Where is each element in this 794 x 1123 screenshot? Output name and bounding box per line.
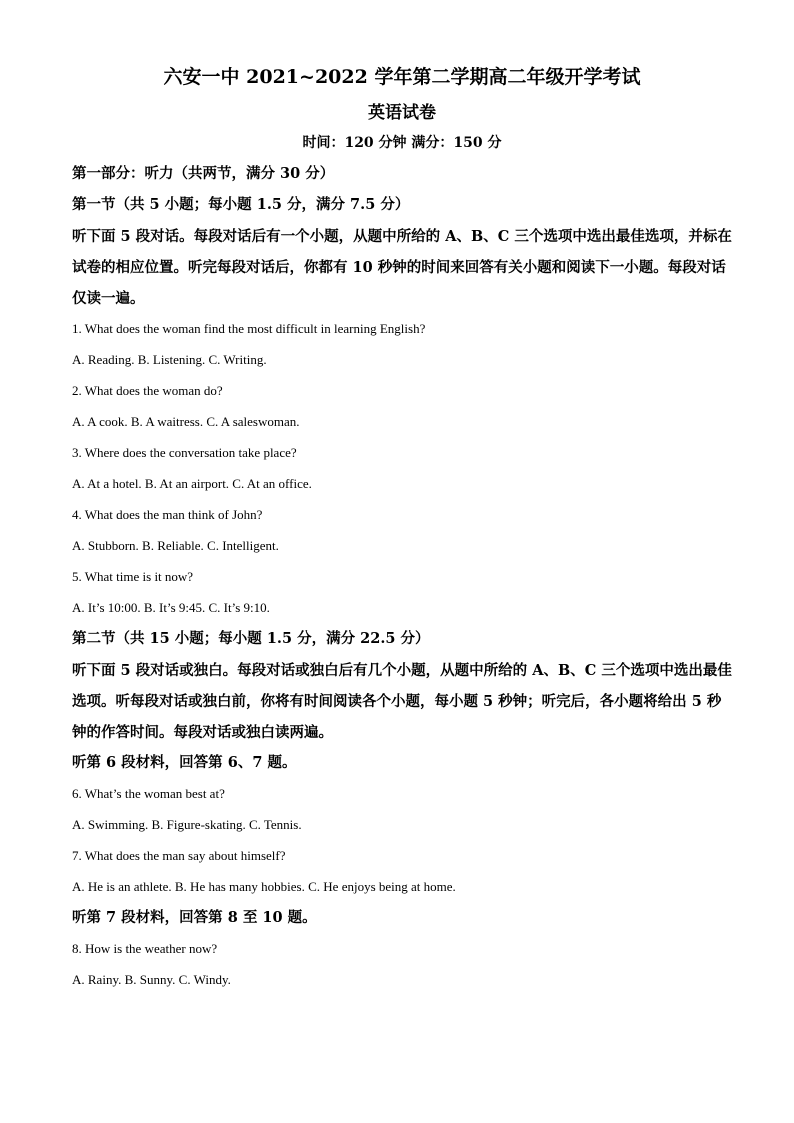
question-1: 1. What does the woman find the most difficult in learning English? (72, 321, 426, 336)
group7-heading: 听第 7 段材料，回答第 8 至 10 题。 (72, 909, 317, 926)
question-4: 4. What does the man think of John? (72, 507, 263, 522)
question-5: 5. What time is it now? (72, 569, 194, 584)
options-3: A. At a hotel. B. At an airport. C. At an office. (72, 476, 312, 491)
options-7: A. He is an athlete. B. He has many hobbies. C. He enjoys being at home. (72, 879, 456, 894)
options-2: A. A cook. B. A waitress. C. A saleswoman. (72, 414, 300, 429)
question-2: 2. What does the woman do? (72, 383, 223, 398)
section1-heading: 第一节（共 5 小题；每小题 1.5 分，满分 7.5 分） (72, 196, 410, 213)
options-5: A. It’s 10:00. B. It’s 9:45. C. It’s 9:10. (72, 600, 270, 615)
options-6: A. Swimming. B. Figure-skating. C. Tennis. (72, 817, 302, 832)
options-8: A. Rainy. B. Sunny. C. Windy. (72, 972, 231, 987)
group6-heading: 听第 6 段材料，回答第 6、7 题。 (72, 754, 297, 771)
exam-subtitle: 英语试卷 (368, 103, 436, 123)
question-6: 6. What’s the woman best at? (72, 786, 225, 801)
question-3: 3. Where does the conversation take place? (72, 445, 297, 460)
section1-instructions: 听下面 5 段对话。每段对话后有一个小题，从题中所给的 A、B、C 三个选项中选出最佳选项，并标在试卷的相应位置。听完每段对话后，你都有 10 秒钟的时间来回答有关小题和阅读下一小题。每段对话仅读一遍。 (72, 228, 732, 307)
options-4: A. Stubborn. B. Reliable. C. Intelligent. (72, 538, 279, 553)
section2-heading: 第二节（共 15 小题；每小题 1.5 分，满分 22.5 分） (72, 630, 430, 647)
exam-page (72, 66, 732, 1001)
section2-instructions: 听下面 5 段对话或独白。每段对话或独白后有几个小题，从题中所给的 A、B、C 三个选项中选出最佳选项。听每段对话或独白前，你将有时间阅读各个小题，每小题 5 秒钟；听完后，各小题将给出 5 秒钟的作答时间。每段对话或独白读两遍。 (72, 662, 732, 741)
exam-title: 六安一中 2021~2022 学年第二学期高二年级开学考试 (163, 66, 641, 88)
question-8: 8. How is the weather now? (72, 941, 218, 956)
question-7: 7. What does the man say about himself? (72, 848, 286, 863)
time-info: 时间：120 分钟 满分：150 分 (302, 135, 502, 151)
part1-heading: 第一部分：听力（共两节，满分 30 分） (72, 165, 335, 182)
options-1: A. Reading. B. Listening. C. Writing. (72, 352, 267, 367)
